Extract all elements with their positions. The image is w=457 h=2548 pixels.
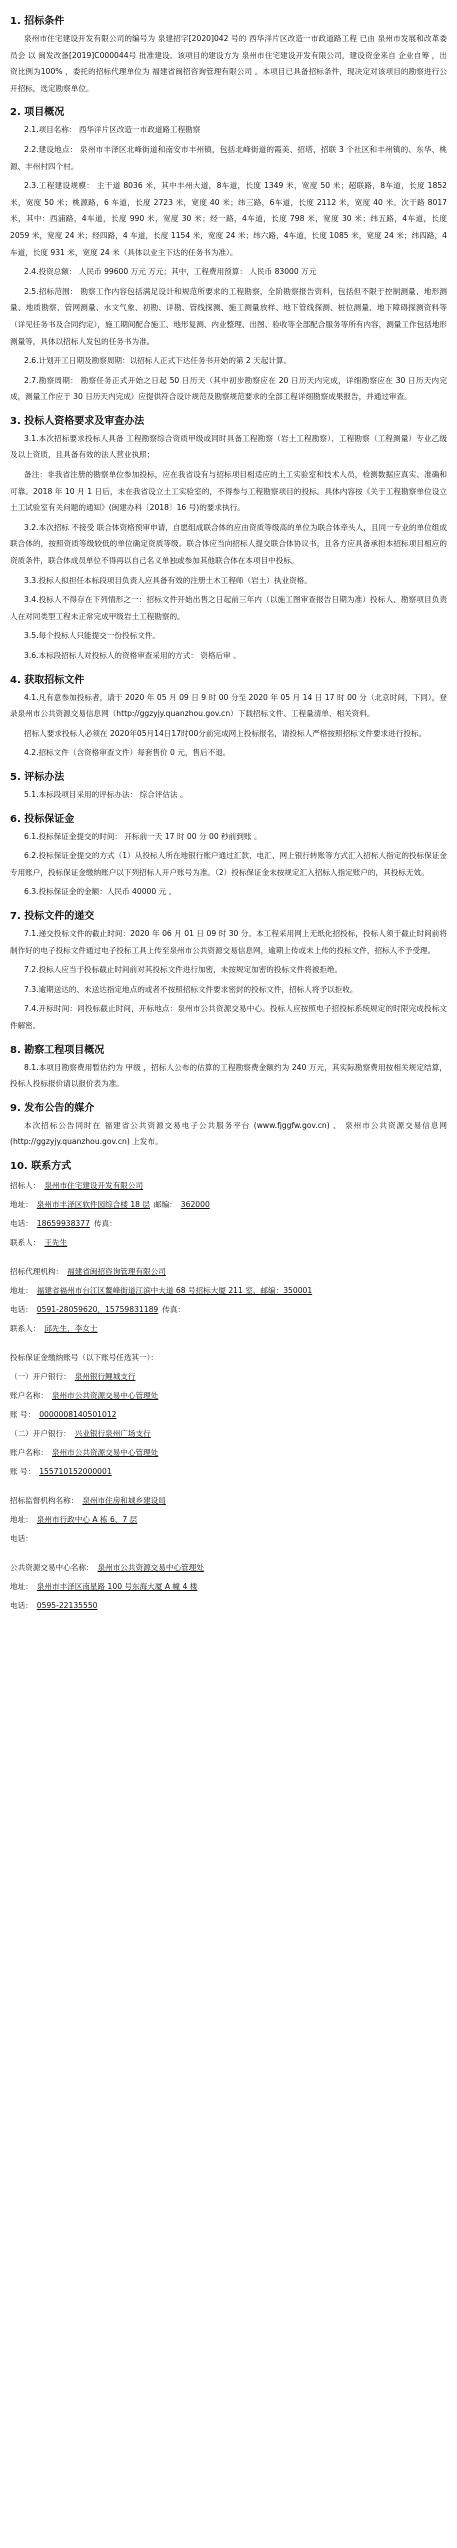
supervisor-name: 泉州市住房和城乡建设局 bbox=[82, 1495, 166, 1505]
tenderer-fax bbox=[117, 1219, 125, 1228]
supervisor-tel bbox=[33, 1534, 41, 1543]
account2-number-row: 账 号： 155710152000001 bbox=[10, 1462, 447, 1481]
agent-tel-row: 电话： 0591-28059620，15759831189 传真： bbox=[10, 1300, 447, 1319]
single-bid-rule: 3.5.每个投标人只能提交一份投标文件。 bbox=[24, 631, 160, 641]
supervisor-name-row: 招标监督机构名称： 泉州市住房和城乡建设局 bbox=[10, 1491, 447, 1510]
deposit-method: 6.2.投标保证金提交的方式（1）从投标人所在地银行账户通过汇款、电汇、网上银行转账等方式汇入招标人指定的投标保证金专用账户，投标保证金缴纳账户以下列招标人开户账号为准。（2）投标保证金未按规定汇入招标人指定账户的，其投标无效。 bbox=[10, 851, 447, 877]
section-6-title: 6. 投标保证金 bbox=[10, 813, 75, 825]
obtain-documents: 4.1.凡有意参加投标者，请于 2020 年 05 月 09 日 9 时 00 分至 2020 年 05 月 14 日 17 时 00 分（北京时间，下同），登录泉州市公共资源交易信息网（http://ggzyjy.quanzhou.gov.cn）下载招标文件、工程量清单、相关资料。 bbox=[10, 692, 447, 719]
center-name-row: 公共资源交易中心名称： 泉州市公共资源交易中心管理处 bbox=[10, 1558, 447, 1577]
account2-name-row: 账户名称： 泉州市公共资源交易中心管理处 bbox=[10, 1443, 447, 1462]
deposit-accounts bbox=[10, 1348, 447, 1481]
tenderer-zip: 362000 bbox=[180, 1199, 210, 1209]
account1-name-row: 账户名称： 泉州市公共资源交易中心管理处 bbox=[10, 1386, 447, 1405]
section-10-title: 10. 联系方式 bbox=[10, 1160, 72, 1172]
survey-fee: 8.1.本项目勘察费用暂估约为 甲级 ，招标人公布的估算的工程勘察费金额约为 240 万元，其实际勘察费用按相关规定结算，投标人投标报价请以报价表为准。 bbox=[10, 1062, 447, 1089]
project-lead-requirement: 3.3.投标人拟担任本标段项目负责人应具备有效的注册土木工程师（岩土）执业资格。 bbox=[24, 575, 312, 585]
section-5-title: 5. 评标办法 bbox=[10, 771, 65, 783]
supervisor-tel-row: 电话： bbox=[10, 1529, 447, 1548]
agent-name-row: 招标代理机构： 福建省闽招咨询管理有限公司 bbox=[10, 1262, 447, 1281]
agent-contact-row: 联系人： 邱先生，李女士 bbox=[10, 1319, 447, 1338]
center-address-row: 地址： 泉州市丰泽区南星路 100 号东海大厦 A 幢 4 楼 bbox=[10, 1577, 447, 1596]
encryption-rule: 7.2.投标人应当于投标截止时间前对其投标文件进行加密，未按规定加密的投标文件将被拒绝。 bbox=[24, 965, 343, 975]
project-location: 2.2.建设地点： 泉州市丰泽区北峰街道和南安市丰州镇，包括北峰街道的霞美、招塔，招联 3 个社区和丰州镇的、东华、桃源、丰州村四个村。 bbox=[10, 144, 447, 171]
agent-fax bbox=[185, 1305, 193, 1314]
section-9-title: 9. 发布公告的媒介 bbox=[10, 1102, 95, 1114]
supervisor-address: 泉州市行政中心 A 栋 6、7 层 bbox=[36, 1514, 138, 1524]
bank2-name: 兴业银行泉州广场支行 bbox=[74, 1428, 151, 1438]
tender-scope: 2.5.招标范围： 勘察工作内容包括满足设计和规范所要求的工程勘察，全阶勘察报告资料，包括但不限于控制测量、地形测量、地质勘察、管网测量、水文气象、初勘、详勘、管线探测、施工测量放样、地下管线探测、桩位测量、地下障碍探测资料等（详见任务书及合同约定），施工期间配合施工、地形复测、内业整理、出图、验收等全部配合服务等所有内容，测量工作包括地形测量等，具体以招标人发包的任务书为准。 bbox=[10, 286, 447, 346]
bank1-name: 泉州银行鲤城支行 bbox=[74, 1371, 136, 1381]
qualification-note: 备注：非我省注册的勘察单位参加投标，应在我省设有与招标项目相适应的土工实验室和技术人员，检测数据应真实、准确和可靠。2018 年 10 月 1 日后，未在我省设立土工实验室的，不得参与工程勘察项目的投标。具体内容按《关于工程勘察单位设立土工试验室有关问题的通知》(闽建办科〔2018〕16 号)的要求执行。 bbox=[10, 470, 447, 513]
deposit-intro: 投标保证金缴纳账号（以下账号任选其一）： bbox=[10, 1352, 159, 1362]
tenderer-name-row: 招标人： 泉州市住宅建设开发有限公司 bbox=[10, 1176, 447, 1195]
evaluation-method: 5.1.本标段项目采用的评标办法： 综合评估法 。 bbox=[24, 789, 188, 799]
survey-period: 2.7.勘察周期： 勘察任务正式开始之日起 50 日历天（其中初步勘察应在 20 日历天内完成，详细勘察应在 30 日历天内完成，测量工作应于 30 日历天内完成）应提供符合设计规范及勘察规范要求的全部工程详细勘察成果报告，并通过审查。 bbox=[10, 375, 447, 402]
deposit-time: 6.1.投标保证金提交的时间： 开标前一天 17 时 00 分 00 秒前到账 。 bbox=[24, 831, 262, 841]
center-tel: 0595-22135550 bbox=[36, 1600, 98, 1610]
agent-name: 福建省闽招咨询管理有限公司 bbox=[67, 1266, 166, 1276]
account1-name: 泉州市公共资源交易中心管理处 bbox=[51, 1390, 159, 1400]
center-tel-row: 电话： 0595-22135550 bbox=[10, 1596, 447, 1615]
planned-start: 2.6.计划开工日期及勘察周期：以招标人正式下达任务书开始的第 2 天起计算。 bbox=[24, 356, 292, 366]
project-investment: 2.4.投资总额： 人民币 99600 万元 万元；其中，工程费用预算： 人民币 83000 万元 bbox=[24, 267, 317, 277]
consortium-rule: 3.2.本次招标 不接受 联合体资格预审申请，自愿组成联合体的应由资质等级高的单位为联合体牵头人，且同一专业的单位组成联合体的，按照资质等级较低的单位确定资质等级。联合体应当向招标人提交联合体协议书，且各方应具备承担本招标项目相应的资质条件，联合体成员单位不得再以自己名义单独或参加其他联合体在本项目中投标。 bbox=[10, 522, 447, 566]
opening-info: 7.4.开标时间：同投标截止时间，开标地点：泉州市公共资源交易中心。投标人应按照电子招投标系统规定的时限完成投标文件解密。 bbox=[10, 1004, 447, 1030]
supervisor-address-row: 地址： 泉州市行政中心 A 栋 6、7 层 bbox=[10, 1510, 447, 1529]
agent-tel: 0591-28059620，15759831189 bbox=[36, 1304, 159, 1314]
trading-center-contact bbox=[10, 1558, 447, 1615]
publication-media: 本次招标公告同时在 福建省公共资源交易电子公共服务平台 (www.fjggfw.gov.cn) 、 泉州市公共资源交易信息网 (http://ggzyjy.quanzhou.gov.cn) 上发布。 bbox=[10, 1120, 447, 1147]
section-4-title: 4. 获取招标文件 bbox=[10, 674, 85, 686]
tenderer-contact-person: 王先生 bbox=[44, 1237, 68, 1247]
agent-contact-person: 邱先生，李女士 bbox=[44, 1323, 98, 1333]
section-2-title: 2. 项目概况 bbox=[10, 107, 65, 119]
bank1-row: （一）开户银行： 泉州银行鲤城支行 bbox=[10, 1367, 447, 1386]
section-1-paragraph: 泉州市住宅建设开发有限公司的编号为 泉建招字[2020]042 号的 西华洋片区改造一市政道路工程 已由 泉州市发展和改革委员会 以 闽发改备[2019]C000044号 批准建设。该项目的建设方为 泉州市住宅建设开发有限公司，建设资金来自 企业自筹 ，出资比例为100% ，委托的招标代理单位为 福建省闽招咨询管理有限公司 。本项目已具备招标条件，现决定对该项目的勘察进行公开招标，选定勘察单位。 bbox=[10, 34, 447, 93]
qualification-requirement: 3.1.本次招标要求投标人具备 工程勘察综合资质甲级或同时具备工程勘察（岩土工程勘察）、工程勘察（工程测量）专业乙级及以上资质，且具备有效的法人营业执照； bbox=[10, 433, 447, 460]
account1-number-row: 账 号： 0000008140501012 bbox=[10, 1405, 447, 1424]
center-name: 泉州市公共资源交易中心管理处 bbox=[97, 1562, 204, 1572]
account2-name: 泉州市公共资源交易中心管理处 bbox=[51, 1447, 159, 1457]
tenderer-name: 泉州市住宅建设开发有限公司 bbox=[44, 1180, 144, 1190]
account1-number: 0000008140501012 bbox=[39, 1409, 117, 1419]
section-1-title: 1. 招标条件 bbox=[10, 16, 65, 27]
tenderer-address: 泉州市丰泽区软件园综合楼 18 层 bbox=[36, 1199, 150, 1209]
center-address: 泉州市丰泽区南星路 100 号东海大厦 A 幢 4 楼 bbox=[36, 1581, 198, 1591]
supervisor-contact bbox=[10, 1491, 447, 1548]
document-price: 4.2.招标文件（含资格审查文件）每套售价 0 元，售后不退。 bbox=[24, 748, 231, 758]
section-8-title: 8. 勘察工程项目概况 bbox=[10, 1044, 105, 1056]
section-7-title: 7. 投标文件的递交 bbox=[10, 910, 95, 922]
late-submission-rule: 7.3.逾期送达的、未送达指定地点的或者不按照招标文件要求密封的投标文件，招标人将予以拒收。 bbox=[24, 984, 358, 994]
account2-number: 155710152000001 bbox=[39, 1466, 112, 1476]
bank2-row: （二）开户银行： 兴业银行泉州广场支行 bbox=[10, 1424, 447, 1443]
project-scale: 2.3.工程建设规模： 主干道 8036 米，其中丰州大道，8车道，长度 1349 米，宽度 50 米；超联路，8车道，长度 1852 米，宽度 50 米；桃源路，6 车道，长度 2723 米，宽度 40 米；纬三路，6车道，长度 2112 米，宽度 40 米。次干路 8017 米，其中：西浦路，4车道，长度 990 米，宽度 30 米；经一路，4车道，长度 798 米，宽度 30 米；纬五路，4车道，长度 2059 米，宽度 24 米；经四路，4 车道，长度 1154 米，宽度 24 米；纬六路，4车道，长度 1085 米，宽度 24 米；纬四路，4车道，长度 931 米，宽度 24 米（具体以业主下达的任务书为准）。 bbox=[10, 181, 447, 257]
exclusion-rule: 3.4.投标人不得存在下列情形之一：招标文件开始出售之日起前三年内（以施工图审查报告日期为准）投标人、勘察项目负责人在对同类型工程未正常完成甲级岩土工程勘察的。 bbox=[10, 595, 447, 621]
agent-address: 福建省福州市台江区鳌峰街道江滨中大道 68 号招标大厦 211 室，邮编：350001 bbox=[36, 1285, 313, 1295]
agent-contact bbox=[10, 1262, 447, 1338]
tenderer-tel-row: 电话： 18659938377 传真： bbox=[10, 1214, 447, 1233]
deposit-amount: 6.3.投标保证金的金额：人民币 40000 元 。 bbox=[24, 887, 177, 897]
agent-address-row: 地址： 福建省福州市台江区鳌峰街道江滨中大道 68 号招标大厦 211 室，邮编：350001 bbox=[10, 1281, 447, 1300]
registration-deadline: 招标人要求投标人必须在 2020年05月14日17时00分前完成网上投标报名，请投标人严格按照招标文件要求进行投标。 bbox=[24, 728, 427, 738]
tenderer-contact bbox=[10, 1176, 447, 1252]
project-name: 2.1.项目名称： 西华洋片区改造一市政道路工程勘察 bbox=[24, 125, 201, 135]
tenderer-contact-row: 联系人： 王先生 bbox=[10, 1233, 447, 1252]
tenderer-tel: 18659938377 bbox=[36, 1218, 90, 1228]
review-method: 3.6.本标段招标人对投标人的资格审查采用的方式： 资格后审 。 bbox=[24, 651, 241, 660]
submission-deadline: 7.1.递交投标文件的截止时间：2020 年 06 月 01 日 09 时 30 分。本工程采用网上无纸化招投标，投标人须于截止时间前将制作好的电子投标文件通过电子投标工具上传至泉州市公共资源交易信息网，逾期上传或未上传的投标文件，招标人不予受理。 bbox=[10, 928, 447, 955]
tenderer-address-row: 地址： 泉州市丰泽区软件园综合楼 18 层 邮编： 362000 bbox=[10, 1195, 447, 1214]
section-3-title: 3. 投标人资格要求及审查办法 bbox=[10, 415, 145, 427]
